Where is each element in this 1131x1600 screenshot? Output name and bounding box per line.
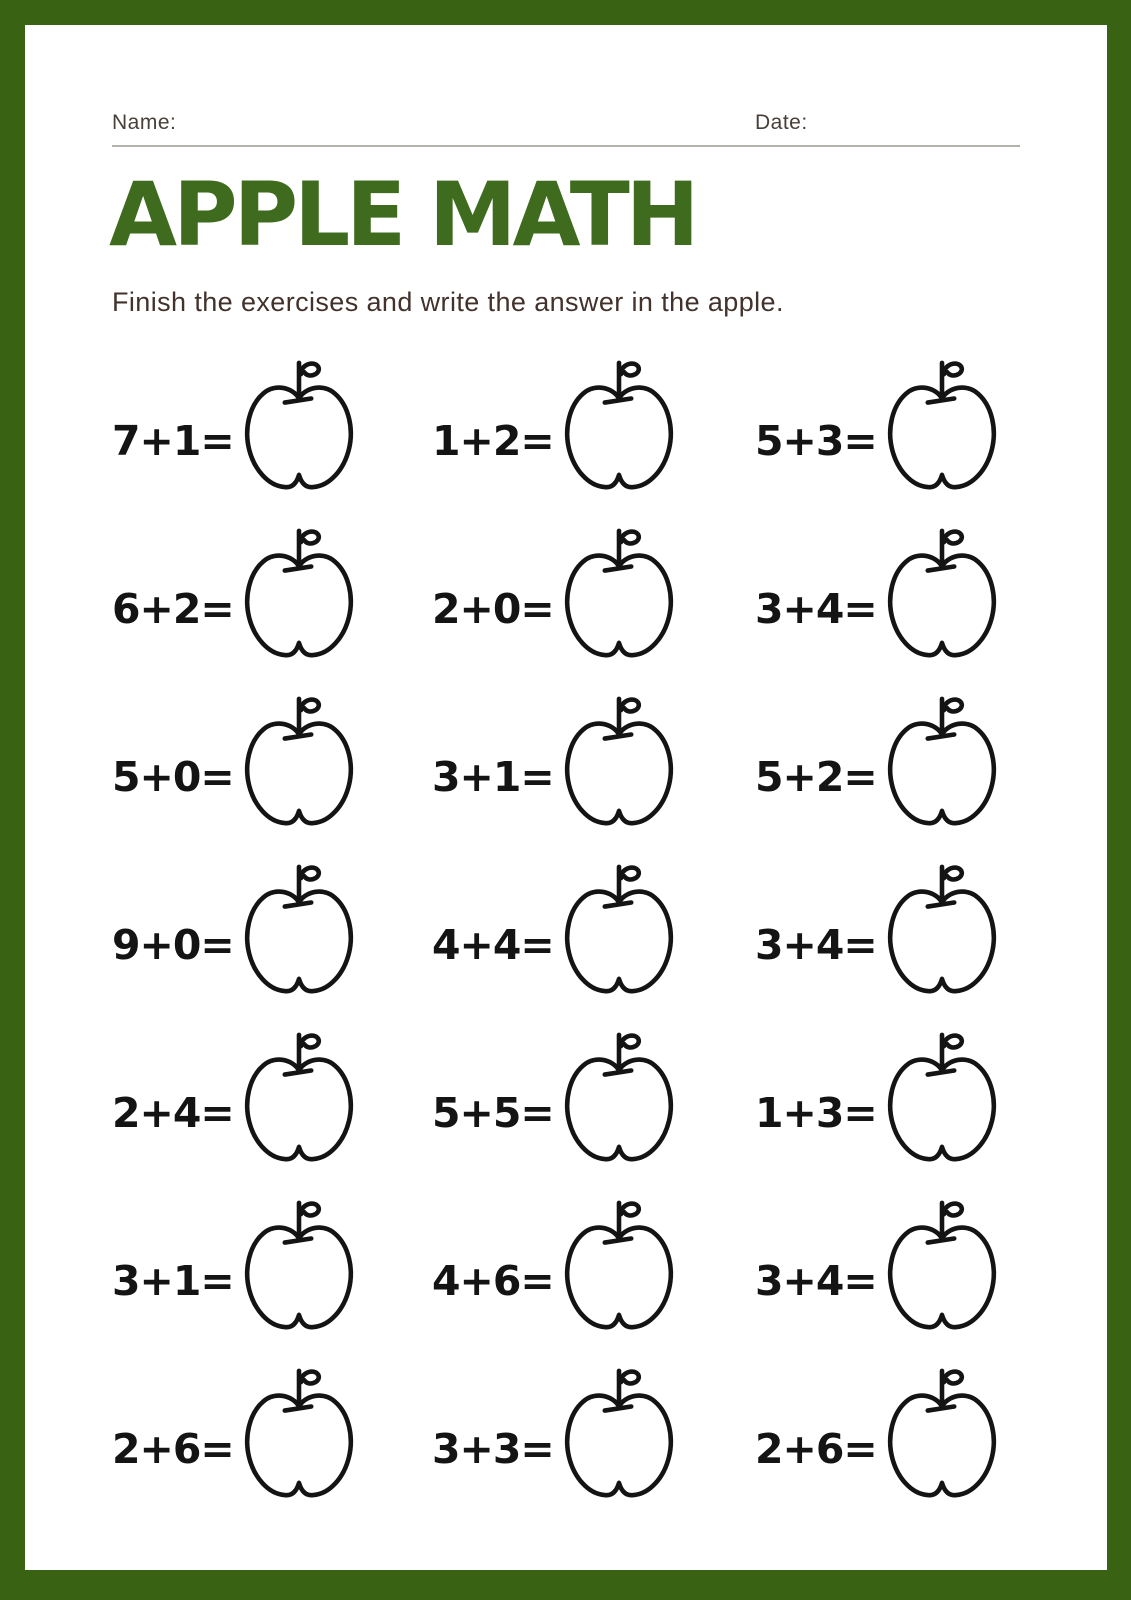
apple-outline-icon[interactable] [562, 1363, 676, 1507]
exercise-grid [112, 343, 1092, 1519]
apple-outline-icon[interactable] [885, 523, 999, 667]
exercise-label: 1+2= [432, 417, 554, 465]
exercise-item [755, 1351, 1065, 1519]
exercise-item [432, 1183, 755, 1351]
exercise-item [112, 1015, 432, 1183]
exercise-label: 7+1= [112, 417, 234, 465]
exercise-label: 3+4= [755, 1257, 877, 1305]
apple-outline-icon[interactable] [885, 1363, 999, 1507]
exercise-item [755, 1015, 1065, 1183]
page-subtitle: Finish the exercises and write the answer in the apple. [112, 287, 784, 317]
apple-outline-icon[interactable] [885, 691, 999, 835]
apple-outline-icon[interactable] [562, 523, 676, 667]
apple-outline-icon[interactable] [885, 355, 999, 499]
exercise-label: 2+0= [432, 585, 554, 633]
exercise-item [112, 679, 432, 847]
apple-outline-icon[interactable] [562, 1195, 676, 1339]
exercise-label: 4+4= [432, 921, 554, 969]
apple-outline-icon[interactable] [885, 859, 999, 1003]
exercise-item [112, 1183, 432, 1351]
apple-outline-icon[interactable] [242, 523, 356, 667]
exercise-label: 3+4= [755, 921, 877, 969]
exercise-label: 4+6= [432, 1257, 554, 1305]
apple-outline-icon[interactable] [885, 1027, 999, 1171]
exercise-item [432, 679, 755, 847]
exercise-item [432, 847, 755, 1015]
exercise-label: 2+6= [112, 1425, 234, 1473]
exercise-item [112, 847, 432, 1015]
exercise-item [432, 1351, 755, 1519]
name-date-line [112, 97, 1020, 147]
exercise-label: 6+2= [112, 585, 234, 633]
date-label: Date: [755, 111, 808, 134]
exercise-item [112, 1351, 432, 1519]
exercise-item [755, 679, 1065, 847]
exercise-label: 5+0= [112, 753, 234, 801]
apple-outline-icon[interactable] [562, 859, 676, 1003]
apple-outline-icon[interactable] [562, 1027, 676, 1171]
exercise-label: 3+1= [432, 753, 554, 801]
exercise-item [112, 343, 432, 511]
exercise-label: 3+3= [432, 1425, 554, 1473]
exercise-label: 3+1= [112, 1257, 234, 1305]
apple-outline-icon[interactable] [242, 691, 356, 835]
apple-outline-icon[interactable] [885, 1195, 999, 1339]
exercise-label: 9+0= [112, 921, 234, 969]
apple-outline-icon[interactable] [562, 691, 676, 835]
exercise-label: 5+2= [755, 753, 877, 801]
apple-outline-icon[interactable] [242, 1195, 356, 1339]
paper [25, 25, 1107, 1570]
exercise-item [755, 1183, 1065, 1351]
exercise-item [432, 511, 755, 679]
exercise-item [112, 511, 432, 679]
exercise-label: 5+3= [755, 417, 877, 465]
exercise-label: 2+6= [755, 1425, 877, 1473]
apple-outline-icon[interactable] [242, 1027, 356, 1171]
name-label: Name: [112, 111, 177, 134]
exercise-item [755, 343, 1065, 511]
exercise-label: 3+4= [755, 585, 877, 633]
exercise-item [755, 511, 1065, 679]
apple-outline-icon[interactable] [242, 355, 356, 499]
exercise-item [432, 1015, 755, 1183]
exercise-item [755, 847, 1065, 1015]
apple-outline-icon[interactable] [242, 1363, 356, 1507]
exercise-item [432, 343, 755, 511]
apple-outline-icon[interactable] [242, 859, 356, 1003]
page-title: APPLE MATH [109, 163, 696, 266]
exercise-label: 2+4= [112, 1089, 234, 1137]
apple-outline-icon[interactable] [562, 355, 676, 499]
exercise-label: 5+5= [432, 1089, 554, 1137]
exercise-label: 1+3= [755, 1089, 877, 1137]
